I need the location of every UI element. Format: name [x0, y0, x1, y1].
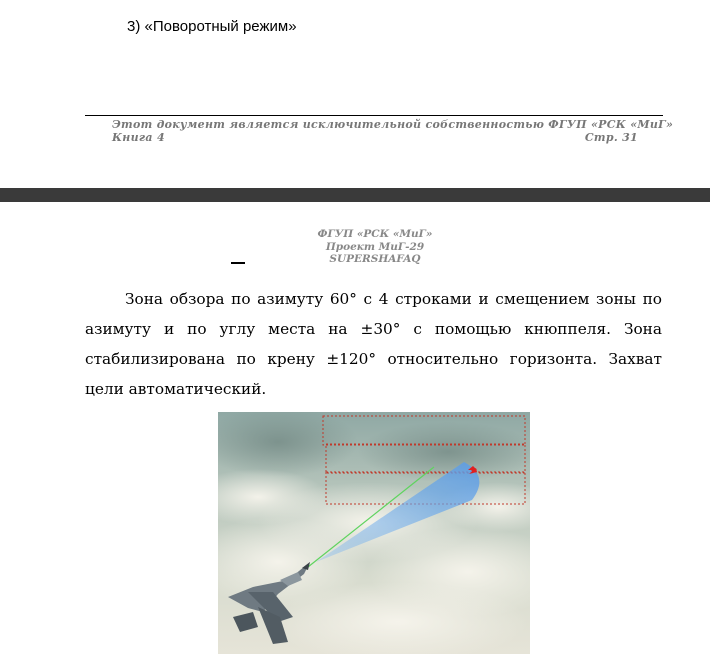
footer-page-number: Стр. 31: [584, 131, 638, 144]
radar-scan-illustration: [218, 412, 530, 654]
page-separator: [0, 188, 710, 202]
list-item-rotary-mode: 3) «Поворотный режим»: [127, 18, 297, 35]
footer-ownership-note: Этот документ является исключительной собственностью ФГУП «РСК «МиГ»: [112, 118, 674, 131]
header-project: Проект МиГ-29: [325, 241, 425, 253]
header-dash: [231, 262, 245, 264]
footer-book-number: Книга 4: [112, 131, 165, 144]
header-company: ФГУП «РСК «МиГ»: [317, 228, 433, 240]
header-code: SUPERSHAFAQ: [329, 253, 421, 265]
body-paragraph: Зона обзора по азимуту 60° с 4 строками и смещением зоны по азимуту и по углу места на ±30° с помощью кнюппеля. Зона стабилизирована по крену ±120° относительно горизонта. Захват цели автоматический.: [85, 290, 662, 398]
footer-rule: [85, 115, 663, 116]
